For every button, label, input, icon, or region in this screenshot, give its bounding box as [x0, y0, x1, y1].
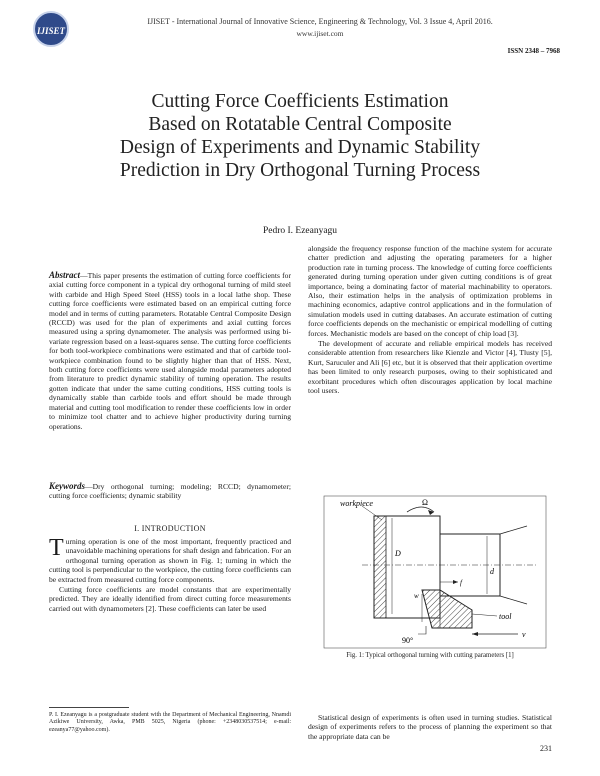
section-heading: I. INTRODUCTION	[134, 524, 206, 533]
author-footnote: P. I. Ezeanyagu is a postgraduate student with the Department of Mechanical Engineering, Nnamdi Azikiwe University, Awka, PMB 5025, Nigeria (phone: +2348030537514; e-mail: ezeanya77@yahoo.com).	[49, 712, 291, 733]
label-v: v	[522, 630, 526, 639]
keywords-label: Keywords	[49, 481, 85, 491]
keywords	[49, 482, 291, 501]
intro-paragraph: urning operation is one of the most important, frequently practiced and unavoidable machining operations for shaft design and fabrication. For an orthogonal turning operation as shown in Fig. 1; turning in which the cutting tool is perpendicular to the workpiece, the cutting force coefficients can be extracted from measured cutting force components.	[49, 537, 291, 584]
author-name: Pedro I. Ezeanyagu	[262, 226, 338, 236]
label-workpiece: workpiece	[340, 499, 373, 508]
body-paragraph: The development of accurate and reliable empirical models has received considerable attention from researchers like Kienzle and Victor [4], Tlusty [5], Kurt, Saruculer and Ali [6] etc, but it is observed that their application overtime has been limited to only research purposes, owing to their sophisticated and exorbitant procedures which often discourages application by local machine tool users.	[308, 339, 552, 396]
body-paragraph: Statistical design of experiments is often used in turning studies. Statistical design of experiments refers to the process of planning the experiment so that the appropriate data can be	[308, 713, 552, 741]
orthogonal-turning-figure	[322, 494, 548, 650]
title-line: Design of Experiments and Dynamic Stability	[119, 137, 481, 158]
footnote-divider	[49, 707, 129, 708]
label-tool: tool	[499, 612, 512, 621]
issn-label: ISSN 2348 – 7968	[507, 47, 560, 55]
label-d: d	[490, 567, 494, 576]
title-line: Based on Rotatable Central Composite	[148, 114, 452, 135]
right-column-text	[308, 244, 552, 397]
label-angle: 90°	[402, 636, 414, 645]
label-w: w	[414, 592, 419, 600]
keywords-text: —Dry orthogonal turning; modeling; RCCD; dynamometer; cutting force coefficients; dynamic stability	[49, 482, 291, 501]
journal-site-link[interactable]: www.ijiset.com	[296, 29, 344, 38]
label-f: f	[460, 579, 462, 587]
right-column-bottom	[308, 713, 552, 741]
drop-cap: T	[49, 535, 64, 561]
title-line: Cutting Force Coefficients Estimation	[151, 91, 449, 112]
journal-header: IJISET - International Journal of Innovative Science, Engineering & Technology, Vol. 3 Issue 4, April 2016.	[147, 17, 493, 26]
title-line: Prediction in Dry Orthogonal Turning Process	[119, 160, 481, 181]
paper-title	[40, 90, 560, 182]
label-D: D	[395, 549, 401, 558]
page-number: 231	[540, 744, 552, 753]
abstract	[49, 271, 291, 431]
label-omega: Ω	[422, 498, 428, 507]
introduction-text	[49, 537, 291, 614]
intro-paragraph: Cutting force coefficients are model constants that are experimentally predicted. They are ideally identified from direct cutting force measurements carried out with dynamometers [2]. These coefficients can later be used	[49, 585, 291, 613]
journal-logo: IJISET	[33, 11, 69, 47]
abstract-label: Abstract	[49, 270, 81, 280]
abstract-text: —This paper presents the estimation of cutting force coefficients for axial cutting force component in a typical dry orthogonal turning of mild steel with carbide and High Speed Steel (HSS) tools in a local lathe shop. These cutting force coefficients were estimated based on an empirical cutting force model and in terms of cutting parameters. Rotatable Central Composite Design (RCCD) was used for the plan of experiments and axial cutting forces measured using a spring dynamometer. The analysis was performed using bi-variate regression based on a least-squares sense. The cutting force coefficients for both tool-workpiece combinations were estimated and that of carbide tool-workpiece combination found to be slightly higher than that of HSS. Next, both cutting force coefficients were used alongside modal parameters adopted from literature to predict dynamic stability of turning operation. The results gotten indicate that under the same cutting conditions, HSS cutting tools is dynamically stable than carbide tools and effort should be made through material and cutting tool modification to render these coefficients low in order to minimize tool chatter and to achieve higher productivity during turning operations.	[49, 271, 291, 431]
figure-caption: Fig. 1: Typical orthogonal turning with cutting parameters [1]	[346, 652, 514, 659]
body-paragraph: alongside the frequency response function of the machine system for accurate chatter prediction and adjusting the operating parameters for a higher production rate in turning process. The knowledge of cutting force coefficients generated during turning operation under given cutting conditions is of great importance, being a dominating factor of material machinability to operators. Also, their estimation helps in the analysis of optimization problems in machining economics, adaptive control applications and in the formulation of simulation models used in cutting databases. An accurate estimation of cutting force coefficients depends on the mechanistic or empirical modelling of cutting forces. Mechanistic models are based on the concept of chip load [3].	[308, 244, 552, 338]
